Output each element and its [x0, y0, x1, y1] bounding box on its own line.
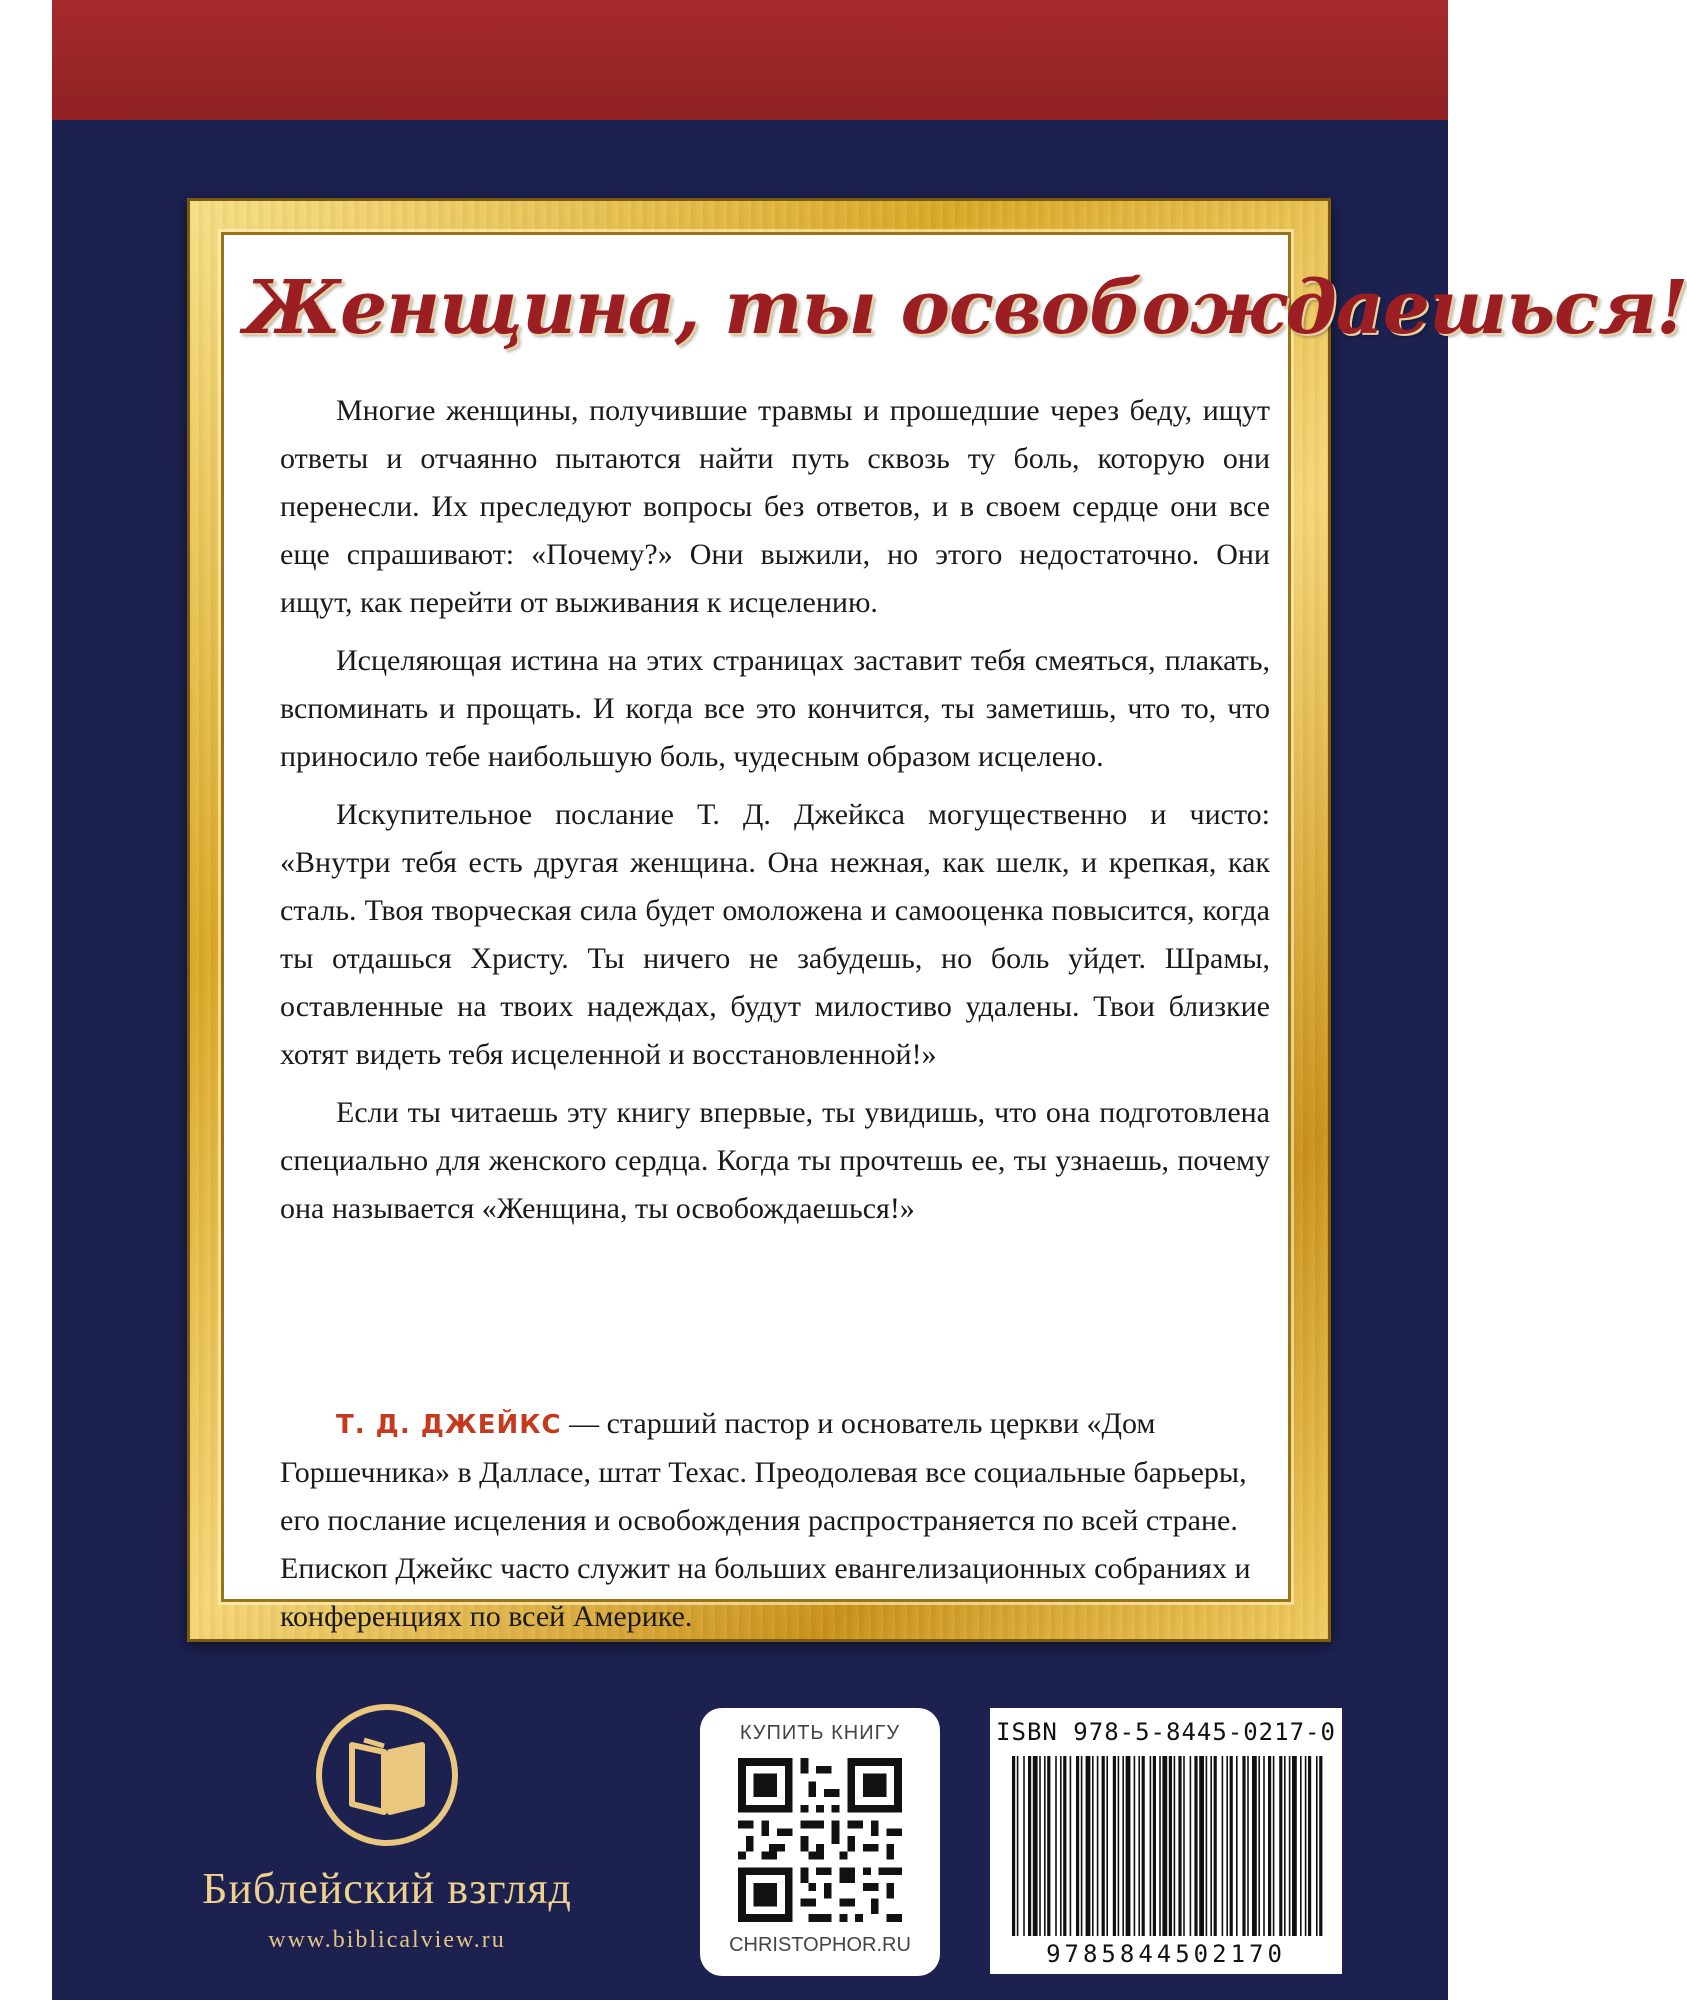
description: [280, 387, 1270, 1243]
qr-code[interactable]: [738, 1758, 902, 1922]
publisher-name: Библейский взгляд: [202, 1864, 572, 1913]
author-bio: [280, 1400, 1270, 1641]
isbn-text: ISBN 978-5-8445-0217-0: [996, 1718, 1336, 1746]
barcode: [1008, 1756, 1324, 1936]
description-paragraph-3: Искупительное послание Т. Д. Джейкса могущественно и чисто: «Внутри тебя есть другая женщина. Она нежная, как шелк, и крепкая, как сталь. Твоя творческая сила будет омоложена и самооценка повысится, когда ты отдашься Христу. Ты ничего не забудешь, но боль уйдет. Шрамы, оставленные на твоих надеждах, будут милостиво удалены. Твои близкие хотят видеть тебя исцеленной и восстановленной!»: [280, 798, 1270, 1071]
qr-block: [700, 1708, 940, 1976]
book-back-cover: [52, 0, 1687, 2000]
author-bio-paragraph: [280, 1400, 1270, 1641]
author-bio-text: — старший пастор и основатель церкви «Дом Горшечника» в Далласе, штат Техас. Преодолевая все социальные барьеры, его послание исцеления и освобождения распространяется по всей стране. Епископ Джейкс часто служит на больших евангелизационных собраниях и конференциях по всей Америке.: [280, 1407, 1251, 1633]
text-panel: [224, 235, 1687, 1633]
author-name: Т. Д. ДЖЕЙКС: [336, 1410, 562, 1440]
open-book-icon: [312, 1700, 462, 1850]
qr-label: КУПИТЬ КНИГУ: [739, 1722, 901, 1744]
isbn-block: [990, 1708, 1342, 1974]
publisher-block: [172, 1700, 602, 1960]
top-red-band: [52, 0, 1448, 120]
gold-frame: [187, 198, 1687, 1642]
description-paragraph-4: Если ты читаешь эту книгу впервые, ты увидишь, что она подготовлена специально для женского сердца. Когда ты прочтешь ее, ты узнаешь, почему она называется «Женщина, ты освобождаешься!»: [280, 1096, 1270, 1225]
description-paragraph-2: Исцеляющая истина на этих страницах заставит тебя смеяться, плакать, вспоминать и прощать. И когда все это кончится, ты заметишь, что то, что приносило тебе наибольшую боль, чудесным образом исцелено.: [280, 644, 1270, 773]
book-title: Женщина, ты освобождаешься!: [244, 265, 1687, 351]
description-paragraph-1: Многие женщины, получившие травмы и прошедшие через беду, ищут ответы и отчаянно пытаются найти путь сквозь ту боль, которую они перенесли. Их преследуют вопросы без ответов, и в своем сердце они все еще спрашивают: «Почему?» Они выжили, но этого недостаточно. Они ищут, как перейти от выживания к исцелению.: [280, 394, 1270, 619]
barcode-digits: 9785844502170: [1046, 1940, 1286, 1968]
publisher-url[interactable]: www.biblicalview.ru: [268, 1927, 506, 1953]
qr-site: CHRISTOPHOR.RU: [729, 1934, 911, 1956]
